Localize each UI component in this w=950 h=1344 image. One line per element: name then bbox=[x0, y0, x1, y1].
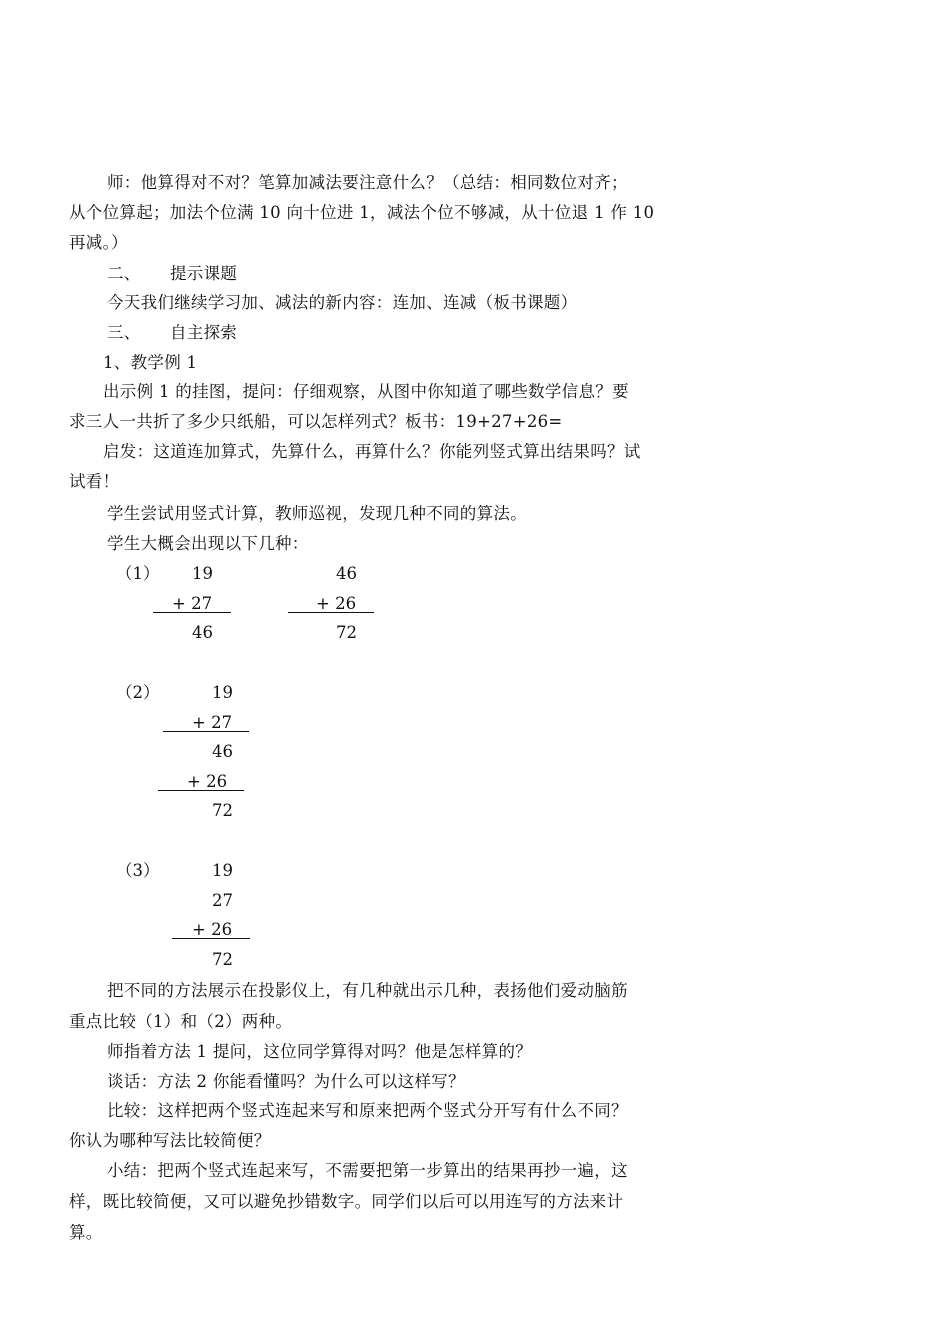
method-1b-result: 72 bbox=[336, 623, 357, 642]
example-one-heading: 1、教学例 1 bbox=[103, 353, 198, 372]
paragraph-new-content: 今天我们继续学习加、减法的新内容：连加、连减（板书课题） bbox=[107, 293, 578, 312]
paragraph-show-example-line2: 求三人一共折了多少只纸船，可以怎样列式？板书：19+27+26= bbox=[69, 412, 563, 431]
method-3-sum-rule bbox=[172, 938, 250, 939]
section-three-title: 自主探索 bbox=[170, 323, 238, 342]
method-1a-sum-rule bbox=[153, 612, 231, 613]
section-three-number: 三、 bbox=[107, 323, 141, 342]
method-1a-addend-plus: + 27 bbox=[172, 594, 213, 613]
method-1b-addend-top: 46 bbox=[336, 564, 357, 583]
paragraph-students-try: 学生尝试用竖式计算，教师巡视，发现几种不同的算法。 bbox=[107, 504, 527, 523]
method-1b-addend-plus: + 26 bbox=[316, 594, 357, 613]
method-1b-sum-rule bbox=[288, 612, 374, 613]
paragraph-inspire-line2: 试看！ bbox=[69, 472, 120, 491]
method-1a-result: 46 bbox=[192, 623, 213, 642]
paragraph-display-methods-line2: 重点比较（1）和（2）两种。 bbox=[69, 1012, 293, 1031]
method-1a-addend-top: 19 bbox=[192, 564, 213, 583]
method-2-addend-top: 19 bbox=[212, 683, 233, 702]
paragraph-show-example-line1: 出示例 1 的挂图，提问：仔细观察，从图中你知道了哪些数学信息？要 bbox=[103, 382, 629, 401]
paragraph-compare-line2: 你认为哪种写法比较简便？ bbox=[69, 1131, 271, 1150]
paragraph-teacher-question-line1: 师：他算得对不对？笔算加减法要注意什么？（总结：相同数位对齐； bbox=[107, 173, 628, 192]
paragraph-teacher-question-line3: 再减。） bbox=[69, 233, 128, 252]
method-2-result: 72 bbox=[212, 801, 233, 820]
method-3-result: 72 bbox=[212, 950, 233, 969]
paragraph-summary-line2: 样，既比较简便，又可以避免抄错数字。同学们以后可以用连写的方法来计 bbox=[69, 1192, 624, 1211]
method-2-sum-rule-1 bbox=[163, 731, 249, 732]
paragraph-students-methods: 学生大概会出现以下几种： bbox=[107, 534, 309, 553]
paragraph-display-methods-line1: 把不同的方法展示在投影仪上，有几种就出示几种，表扬他们爱动脑筋 bbox=[107, 981, 628, 1000]
method-3-label: （3） bbox=[116, 861, 160, 880]
method-3-addend-2: 27 bbox=[212, 891, 233, 910]
method-3-addend-1: 19 bbox=[212, 861, 233, 880]
method-2-intermediate: 46 bbox=[212, 742, 233, 761]
method-2-sum-rule-2 bbox=[158, 790, 244, 791]
paragraph-teacher-question-line2: 从个位算起；加法个位满 10 向十位进 1，减法个位不够减，从十位退 1 作 10 bbox=[69, 203, 655, 222]
section-two-title: 提示课题 bbox=[170, 264, 238, 283]
paragraph-compare-line1: 比较：这样把两个竖式连起来写和原来把两个竖式分开写有什么不同？ bbox=[107, 1101, 628, 1120]
paragraph-method1-question: 师指着方法 1 提问，这位同学算得对吗？他是怎样算的？ bbox=[107, 1042, 533, 1061]
paragraph-summary-line3: 算。 bbox=[69, 1223, 103, 1242]
method-2-addend-plus-2: + 26 bbox=[187, 772, 228, 791]
section-two-number: 二、 bbox=[107, 264, 141, 283]
paragraph-summary-line1: 小结：把两个竖式连起来写，不需要把第一步算出的结果再抄一遍，这 bbox=[107, 1161, 628, 1180]
method-1-label: （1） bbox=[116, 564, 160, 583]
paragraph-method2-talk: 谈话：方法 2 你能看懂吗？为什么可以这样写？ bbox=[107, 1072, 465, 1091]
method-2-addend-plus-1: + 27 bbox=[192, 713, 233, 732]
method-3-addend-plus: + 26 bbox=[192, 920, 233, 939]
paragraph-inspire-line1: 启发：这道连加算式，先算什么，再算什么？你能列竖式算出结果吗？试 bbox=[103, 442, 641, 461]
method-2-label: （2） bbox=[116, 683, 160, 702]
